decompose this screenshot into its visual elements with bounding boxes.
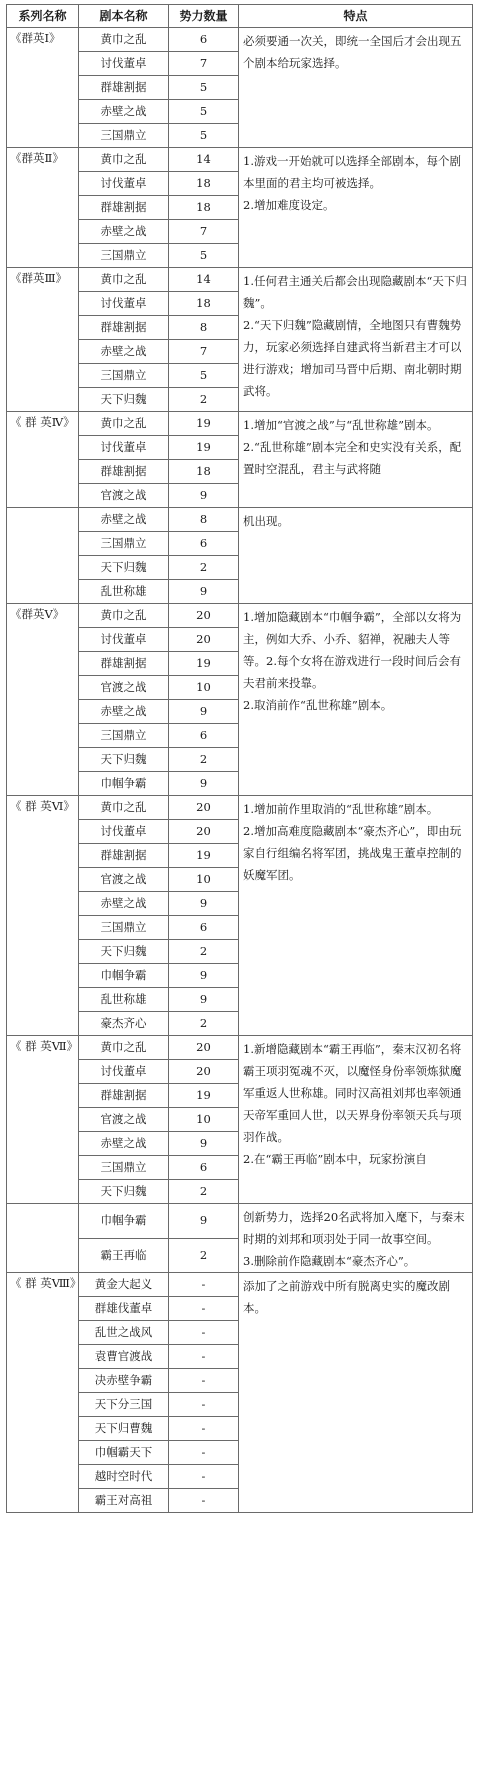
table-row (7, 1204, 473, 1239)
scenario-name-cell: 群雄割据 (79, 844, 169, 868)
force-count-cell: 2 (169, 1180, 239, 1204)
features-cell (239, 28, 473, 148)
scenario-name-cell: 三国鼎立 (79, 364, 169, 388)
scenario-name-cell: 讨伐董卓 (79, 52, 169, 76)
force-count-cell: 18 (169, 460, 239, 484)
force-count-cell: 18 (169, 196, 239, 220)
force-count-cell: 19 (169, 652, 239, 676)
features-cell (239, 148, 473, 268)
force-count-cell: 2 (169, 748, 239, 772)
series-table-container (6, 4, 472, 1513)
scenario-name-cell: 群雄割据 (79, 460, 169, 484)
scenario-name-cell: 官渡之战 (79, 484, 169, 508)
scenario-name-cell: 三国鼎立 (79, 124, 169, 148)
force-count-cell: - (169, 1273, 239, 1297)
force-count-cell: 19 (169, 412, 239, 436)
scenario-name-cell: 讨伐董卓 (79, 292, 169, 316)
scenario-name-cell: 三国鼎立 (79, 916, 169, 940)
scenario-name-cell: 乱世称雄 (79, 580, 169, 604)
table-body (7, 28, 473, 1513)
scenario-name-cell: 乱世之战风 (79, 1321, 169, 1345)
force-count-cell: 19 (169, 1084, 239, 1108)
scenario-name-cell: 巾帼争霸 (79, 1204, 169, 1239)
force-count-cell: - (169, 1321, 239, 1345)
force-count-cell: 6 (169, 1156, 239, 1180)
table-row (7, 1036, 473, 1060)
table-row (7, 604, 473, 628)
scenario-name-cell: 官渡之战 (79, 1108, 169, 1132)
force-count-cell: 18 (169, 292, 239, 316)
scenario-name-cell: 群雄割据 (79, 76, 169, 100)
series-name-cell: 《 群 英Ⅷ》 (7, 1273, 79, 1513)
series-table (6, 4, 473, 1513)
scenario-name-cell: 越时空时代 (79, 1465, 169, 1489)
scenario-name-cell: 讨伐董卓 (79, 1060, 169, 1084)
scenario-name-cell: 赤壁之战 (79, 700, 169, 724)
scenario-name-cell: 巾帼霸天下 (79, 1441, 169, 1465)
force-count-cell: 2 (169, 1238, 239, 1273)
scenario-name-cell: 赤壁之战 (79, 220, 169, 244)
force-count-cell: - (169, 1393, 239, 1417)
force-count-cell: - (169, 1297, 239, 1321)
table-row (7, 412, 473, 436)
force-count-cell: 20 (169, 604, 239, 628)
force-count-cell: 10 (169, 1108, 239, 1132)
features-cell (239, 268, 473, 412)
force-count-cell: 2 (169, 940, 239, 964)
scenario-name-cell: 讨伐董卓 (79, 820, 169, 844)
features-paragraph: 2.在“霸王再临”剧本中，玩家扮演自 (243, 1152, 427, 1166)
scenario-name-cell: 黄巾之乱 (79, 604, 169, 628)
force-count-cell: 10 (169, 868, 239, 892)
series-name-cell: 《群英Ⅲ》 (7, 268, 79, 412)
header-force-count: 势力数量 (169, 5, 239, 28)
force-count-cell: 18 (169, 172, 239, 196)
scenario-name-cell: 赤壁之战 (79, 892, 169, 916)
scenario-name-cell: 三国鼎立 (79, 532, 169, 556)
force-count-cell: 9 (169, 580, 239, 604)
table-row (7, 28, 473, 52)
force-count-cell: 6 (169, 724, 239, 748)
scenario-name-cell: 黄巾之乱 (79, 412, 169, 436)
features-paragraph: 添加了之前游戏中所有脱离史实的魔改剧本。 (243, 1279, 450, 1315)
features-paragraph: 2.“天下归魏”隐藏剧情，全地图只有曹魏势力，玩家必须选择自建武将当新君主才可以进行游戏；增加司马晋中后期、南北朝时期武将。 (243, 318, 462, 398)
features-paragraph: 1.增加隐藏剧本“巾帼争霸”，全部以女将为主，例如大乔、小乔、貂禅，祝融夫人等等。2.每个女将在游戏进行一段时间后会有夫君前来投靠。 (243, 610, 462, 690)
scenario-name-cell: 三国鼎立 (79, 724, 169, 748)
table-row (7, 148, 473, 172)
scenario-name-cell: 天下归魏 (79, 556, 169, 580)
series-name-cell (7, 1204, 79, 1273)
force-count-cell: 6 (169, 532, 239, 556)
features-paragraph: 2.“乱世称雄”剧本完全和史实没有关系，配置时空混乱，君主与武将随 (243, 440, 462, 476)
scenario-name-cell: 霸王再临 (79, 1238, 169, 1273)
table-row (7, 508, 473, 532)
scenario-name-cell: 讨伐董卓 (79, 436, 169, 460)
force-count-cell: 9 (169, 1204, 239, 1239)
scenario-name-cell: 天下归魏 (79, 748, 169, 772)
scenario-name-cell: 黄巾之乱 (79, 796, 169, 820)
series-name-cell: 《群英Ⅰ》 (7, 28, 79, 148)
features-cell (239, 796, 473, 1036)
scenario-name-cell: 群雄割据 (79, 1084, 169, 1108)
force-count-cell: 14 (169, 148, 239, 172)
series-name-cell: 《 群 英Ⅶ》 (7, 1036, 79, 1204)
scenario-name-cell: 黄巾之乱 (79, 1036, 169, 1060)
series-name-cell: 《群英Ⅴ》 (7, 604, 79, 796)
scenario-name-cell: 群雄伐董卓 (79, 1297, 169, 1321)
features-paragraph: 必须要通一次关，即统一全国后才会出现五个剧本给玩家选择。 (243, 34, 462, 70)
table-row (7, 268, 473, 292)
features-cell (239, 1204, 473, 1273)
scenario-name-cell: 黄巾之乱 (79, 28, 169, 52)
force-count-cell: 14 (169, 268, 239, 292)
force-count-cell: - (169, 1465, 239, 1489)
table-header-row (7, 5, 473, 28)
force-count-cell: 9 (169, 892, 239, 916)
table-row (7, 1273, 473, 1297)
features-cell (239, 508, 473, 604)
scenario-name-cell: 天下归魏 (79, 940, 169, 964)
force-count-cell: 10 (169, 676, 239, 700)
features-paragraph: 1.增加“官渡之战”与“乱世称雄”剧本。 (243, 418, 439, 432)
force-count-cell: 7 (169, 52, 239, 76)
scenario-name-cell: 豪杰齐心 (79, 1012, 169, 1036)
scenario-name-cell: 决赤壁争霸 (79, 1369, 169, 1393)
scenario-name-cell: 群雄割据 (79, 652, 169, 676)
scenario-name-cell: 天下归魏 (79, 388, 169, 412)
force-count-cell: 5 (169, 124, 239, 148)
force-count-cell: 2 (169, 1012, 239, 1036)
scenario-name-cell: 黄巾之乱 (79, 148, 169, 172)
scenario-name-cell: 赤壁之战 (79, 508, 169, 532)
features-paragraph: 3.删除前作隐藏剧本“豪杰齐心”。 (243, 1254, 416, 1268)
scenario-name-cell: 乱世称雄 (79, 988, 169, 1012)
force-count-cell: 19 (169, 844, 239, 868)
scenario-name-cell: 天下归魏 (79, 1180, 169, 1204)
force-count-cell: 20 (169, 1060, 239, 1084)
features-cell (239, 412, 473, 508)
features-paragraph: 创新势力，选择20名武将加入麾下，与秦末时期的刘邦和项羽处于同一故事空间。 (243, 1210, 465, 1246)
scenario-name-cell: 袁曹官渡战 (79, 1345, 169, 1369)
scenario-name-cell: 天下归曹魏 (79, 1417, 169, 1441)
scenario-name-cell: 赤壁之战 (79, 340, 169, 364)
force-count-cell: 9 (169, 484, 239, 508)
scenario-name-cell: 赤壁之战 (79, 100, 169, 124)
force-count-cell: 2 (169, 388, 239, 412)
force-count-cell: 7 (169, 220, 239, 244)
features-paragraph: 1.增加前作里取消的“乱世称雄”剧本。 (243, 802, 439, 816)
force-count-cell: 5 (169, 244, 239, 268)
force-count-cell: 9 (169, 700, 239, 724)
force-count-cell: 20 (169, 796, 239, 820)
scenario-name-cell: 黄巾之乱 (79, 268, 169, 292)
features-paragraph: 2.增加高难度隐藏剧本“豪杰齐心”，即由玩家自行组编名将军团，挑战鬼王董卓控制的妖魔军团。 (243, 824, 462, 882)
force-count-cell: - (169, 1369, 239, 1393)
force-count-cell: 5 (169, 100, 239, 124)
force-count-cell: - (169, 1417, 239, 1441)
scenario-name-cell: 官渡之战 (79, 676, 169, 700)
scenario-name-cell: 天下分三国 (79, 1393, 169, 1417)
features-cell (239, 1036, 473, 1204)
force-count-cell: 19 (169, 436, 239, 460)
force-count-cell: 20 (169, 820, 239, 844)
series-name-cell (7, 508, 79, 604)
scenario-name-cell: 讨伐董卓 (79, 172, 169, 196)
force-count-cell: 9 (169, 988, 239, 1012)
force-count-cell: 8 (169, 508, 239, 532)
features-paragraph: 1.游戏一开始就可以选择全部剧本，每个剧本里面的君主均可被选择。 (243, 154, 461, 190)
features-paragraph: 2.取消前作“乱世称雄”剧本。 (243, 698, 393, 712)
force-count-cell: 6 (169, 28, 239, 52)
series-name-cell: 《群英Ⅱ》 (7, 148, 79, 268)
force-count-cell: 20 (169, 628, 239, 652)
force-count-cell: 8 (169, 316, 239, 340)
series-name-cell: 《 群 英Ⅵ》 (7, 796, 79, 1036)
features-paragraph: 1.任何君主通关后都会出现隐藏剧本“天下归魏”。 (243, 274, 467, 310)
force-count-cell: - (169, 1441, 239, 1465)
scenario-name-cell: 群雄割据 (79, 316, 169, 340)
header-series: 系列名称 (7, 5, 79, 28)
force-count-cell: 9 (169, 772, 239, 796)
force-count-cell: - (169, 1489, 239, 1513)
header-features: 特点 (239, 5, 473, 28)
force-count-cell: - (169, 1345, 239, 1369)
scenario-name-cell: 巾帼争霸 (79, 964, 169, 988)
scenario-name-cell: 巾帼争霸 (79, 772, 169, 796)
features-paragraph: 2.增加难度设定。 (243, 198, 335, 212)
series-name-cell: 《 群 英Ⅳ》 (7, 412, 79, 508)
scenario-name-cell: 群雄割据 (79, 196, 169, 220)
header-scenario: 剧本名称 (79, 5, 169, 28)
force-count-cell: 2 (169, 556, 239, 580)
features-cell (239, 1273, 473, 1513)
features-paragraph: 机出现。 (243, 514, 289, 528)
features-cell (239, 604, 473, 796)
features-paragraph: 1.新增隐藏剧本“霸王再临”，秦末汉初名将霸王项羽冤魂不灭，以魔怪身份率领炼狱魔军重返人世称雄。同时汉高祖刘邦也率领通天帝军重回人世，以天界身份率领天兵与项羽作战。 (243, 1042, 462, 1144)
scenario-name-cell: 黄金大起义 (79, 1273, 169, 1297)
scenario-name-cell: 三国鼎立 (79, 1156, 169, 1180)
scenario-name-cell: 赤壁之战 (79, 1132, 169, 1156)
force-count-cell: 6 (169, 916, 239, 940)
force-count-cell: 9 (169, 1132, 239, 1156)
force-count-cell: 7 (169, 340, 239, 364)
force-count-cell: 5 (169, 76, 239, 100)
scenario-name-cell: 霸王对高祖 (79, 1489, 169, 1513)
scenario-name-cell: 官渡之战 (79, 868, 169, 892)
force-count-cell: 20 (169, 1036, 239, 1060)
table-row (7, 796, 473, 820)
scenario-name-cell: 讨伐董卓 (79, 628, 169, 652)
force-count-cell: 9 (169, 964, 239, 988)
scenario-name-cell: 三国鼎立 (79, 244, 169, 268)
force-count-cell: 5 (169, 364, 239, 388)
